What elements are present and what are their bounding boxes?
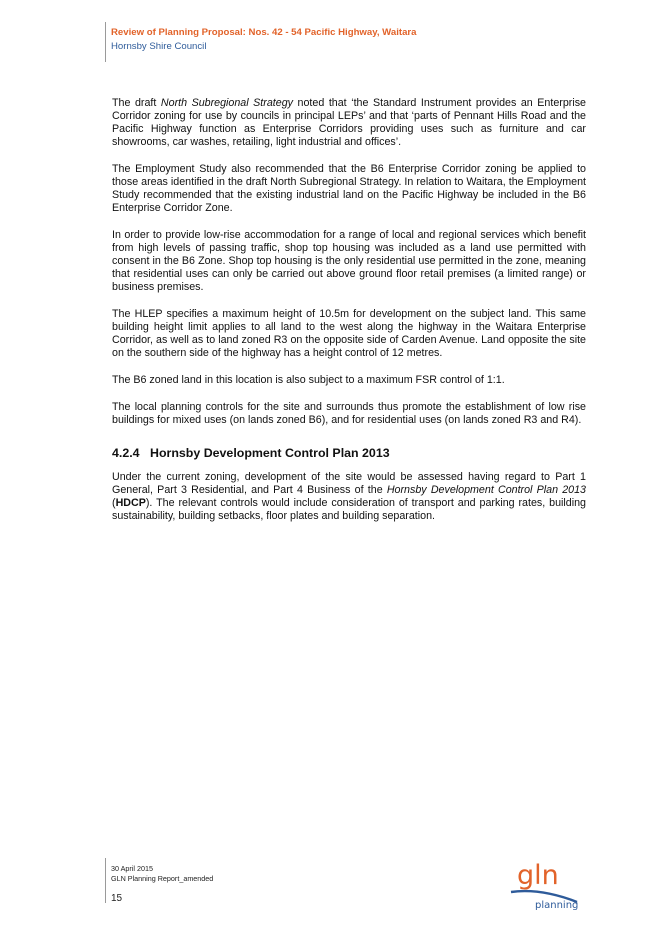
paragraph: The B6 zoned land in this location is also subject to a maximum FSR control of 1:1.: [112, 373, 505, 386]
section-heading: [112, 446, 586, 460]
page-number: 15: [111, 893, 123, 904]
page-body: [112, 97, 586, 537]
paragraph: [112, 471, 586, 523]
text-run: (: [112, 497, 116, 510]
gln-planning-logo: [507, 858, 583, 910]
paragraph: [112, 97, 586, 149]
section-title: Hornsby Development Control Plan 2013: [150, 445, 390, 460]
text-run: noted that ‘the Standard Instrument provides an Enterprise Corridor zoning for use by councils in principal LEPs’ and that ‘parts of Pennant Hills Road and the Pacific Highway function as Enterprise Corridors providing uses such as furniture and car showrooms, car washes, retailing, light industrial and offices’.: [112, 97, 587, 149]
logo-planning-text: planning: [535, 900, 579, 910]
bold-abbreviation: HDCP: [115, 497, 146, 510]
text-run: ). The relevant controls would include consideration of transport and parking rates, building sustainability, building setbacks, floor plates and building separation.: [112, 497, 586, 523]
document-subtitle: Hornsby Shire Council: [111, 41, 207, 52]
italic-reference: North Subregional Strategy: [160, 97, 293, 109]
paragraph: The HLEP specifies a maximum height of 10.5m for development on the subject land. This same building height limit applies to all land to the west along the highway in the Waitara Enterprise Corridor, as well as to land zoned R3 on the opposite side of Carden Avenue. Land opposite the site on the southern side of the highway has a height control of 12 metres.: [112, 308, 586, 360]
document-title: Review of Planning Proposal: Nos. 42 - 54 Pacific Highway, Waitara: [111, 27, 417, 38]
footer-document-name: GLN Planning Report_amended: [111, 874, 214, 883]
logo-gln-text: gln: [517, 860, 559, 891]
header-rule: [105, 22, 106, 62]
paragraph: In order to provide low-rise accommodation for a range of local and regional services which benefit from high levels of passing traffic, shop top housing was included as a land use permitted with consent in the B6 Zone. Shop top housing is the only residential use permitted in the zone, meaning that residential uses can only be carried out above ground floor retail premises (a limited range) or business premises.: [112, 228, 586, 294]
text-run: Under the current zoning, development of the site would be assessed having regard to Part 1 General, Part 3 Residential, and Part 4 Business of the: [112, 470, 586, 496]
paragraph: The local planning controls for the site and surrounds thus promote the establishment of low rise buildings for mixed uses (on lands zoned B6), and for residential uses (on lands zoned R3 and R4).: [112, 400, 586, 426]
paragraph: The Employment Study also recommended that the B6 Enterprise Corridor zoning be applied to those areas identified in the draft North Subregional Strategy. In relation to Waitara, the Employment Study recommended that the existing industrial land on the Pacific Highway be included in the B6 Enterprise Corridor Zone.: [112, 162, 586, 215]
text-run: The draft: [112, 97, 161, 109]
italic-reference: Hornsby Development Control Plan 2013: [386, 483, 586, 496]
section-number: 4.2.4: [112, 445, 140, 460]
footer-rule: [105, 858, 106, 903]
footer-date: 30 April 2015: [111, 864, 153, 873]
